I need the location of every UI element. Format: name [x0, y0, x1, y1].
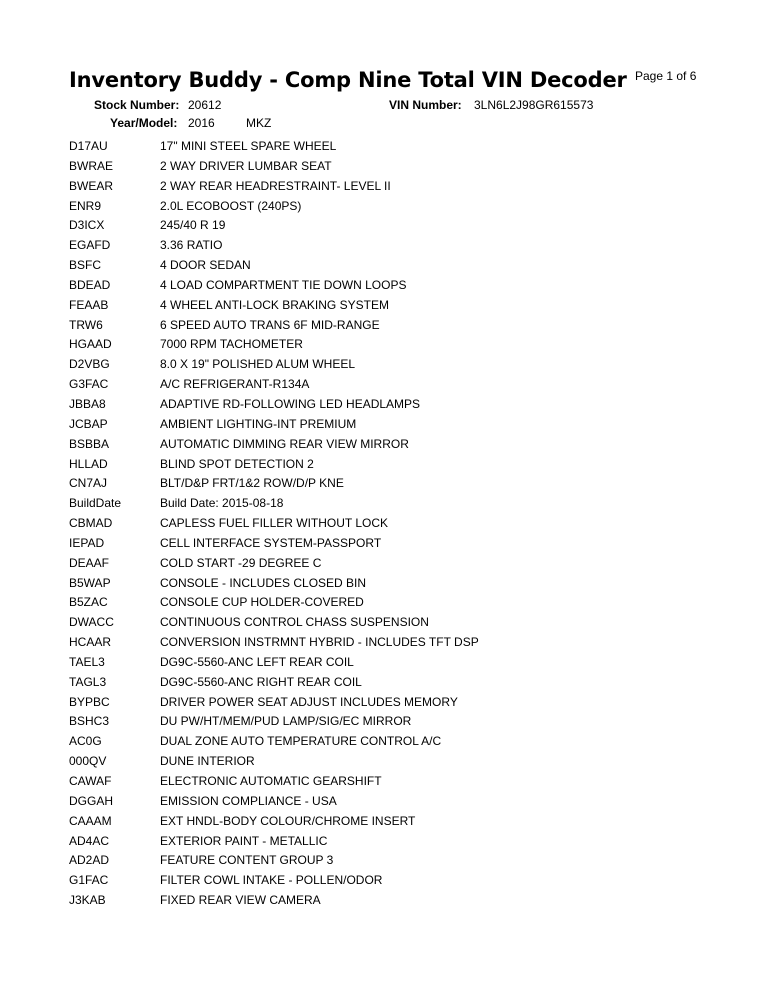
option-code: BSBBA [69, 436, 110, 451]
option-description: 2 WAY DRIVER LUMBAR SEAT [160, 158, 332, 173]
option-description: COLD START -29 DEGREE C [160, 555, 322, 570]
option-code: CAWAF [69, 774, 112, 788]
option-description: FIXED REAR VIEW CAMERA [160, 893, 321, 908]
option-description: CONSOLE CUP HOLDER-COVERED [160, 595, 364, 610]
vin-number-value: 3LN6L2J98GR615573 [474, 98, 594, 112]
option-description: CELL INTERFACE SYSTEM-PASSPORT [160, 535, 382, 550]
option-code: BYPBC [69, 694, 110, 709]
option-description: DUNE INTERIOR [160, 754, 255, 769]
option-code: DEAAF [69, 555, 110, 570]
option-code: BSFC [69, 258, 102, 273]
option-description: BLT/D&P FRT/1&2 ROW/D/P KNE [160, 476, 344, 491]
option-code: D3ICX [69, 218, 105, 233]
option-code: EGAFD [69, 238, 111, 253]
option-code: D2VBG [69, 357, 110, 372]
option-code: BuildDate [69, 496, 122, 511]
year-model-label: Year/Model: [110, 116, 178, 130]
option-description: FILTER COWL INTAKE - POLLEN/ODOR [160, 873, 383, 888]
option-description: A/C REFRIGERANT-R134A [160, 377, 310, 392]
option-code: DGGAH [69, 793, 114, 808]
option-description: 17" MINI STEEL SPARE WHEEL [160, 139, 337, 153]
option-code: TAGL3 [69, 674, 107, 689]
option-code: AC0G [69, 734, 102, 749]
option-code: ENR9 [69, 198, 102, 213]
option-description: 2.0L ECOBOOST (240PS) [160, 198, 302, 213]
option-code: CN7AJ [69, 476, 108, 491]
option-code: HLLAD [69, 456, 108, 471]
option-code: AD2AD [69, 853, 110, 868]
option-description: 8.0 X 19" POLISHED ALUM WHEEL [160, 357, 355, 372]
option-code: B5WAP [69, 575, 111, 590]
model-value: MKZ [246, 116, 272, 130]
year-value: 2016 [188, 116, 215, 130]
option-description: Build Date: 2015-08-18 [160, 496, 284, 511]
option-code: IEPAD [69, 535, 105, 550]
option-code: HCAAR [69, 635, 112, 650]
option-code: HGAAD [69, 337, 112, 352]
option-code: G3FAC [69, 377, 109, 392]
option-code: CAAAM [69, 813, 112, 828]
option-code: BWEAR [69, 178, 114, 193]
option-code: BWRAE [69, 158, 114, 173]
option-description: ELECTRONIC AUTOMATIC GEARSHIFT [160, 774, 382, 788]
document-title: Inventory Buddy - Comp Nine Total VIN Decoder [69, 68, 627, 92]
option-description: CONTINUOUS CONTROL CHASS SUSPENSION [160, 615, 429, 630]
option-code: AD4AC [69, 833, 110, 848]
option-description: 4 DOOR SEDAN [160, 258, 251, 273]
option-description: 2 WAY REAR HEADRESTRAINT- LEVEL II [160, 178, 391, 193]
option-description: DG9C-5560-ANC LEFT REAR COIL [160, 654, 354, 669]
option-description: DU PW/HT/MEM/PUD LAMP/SIG/EC MIRROR [160, 714, 412, 729]
vin-number-label: VIN Number: [389, 98, 462, 112]
stock-number-label: Stock Number: [94, 98, 180, 112]
option-description: DG9C-5560-ANC RIGHT REAR COIL [160, 674, 362, 689]
option-description: 4 LOAD COMPARTMENT TIE DOWN LOOPS [160, 277, 407, 292]
page-number: Page 1 of 6 [635, 69, 697, 83]
option-description: 7000 RPM TACHOMETER [160, 337, 303, 352]
option-code: TAEL3 [69, 654, 105, 669]
option-code: DWACC [69, 615, 114, 630]
option-description: 4 WHEEL ANTI-LOCK BRAKING SYSTEM [160, 297, 389, 312]
option-description: CONSOLE - INCLUDES CLOSED BIN [160, 575, 367, 590]
option-code: B5ZAC [69, 595, 108, 610]
option-description: AMBIENT LIGHTING-INT PREMIUM [160, 416, 357, 431]
option-code: D17AU [69, 139, 108, 153]
option-description: AUTOMATIC DIMMING REAR VIEW MIRROR [160, 436, 409, 451]
option-code: CBMAD [69, 516, 113, 531]
option-description: FEATURE CONTENT GROUP 3 [160, 853, 334, 868]
option-code: 000QV [69, 754, 107, 769]
option-description: 6 SPEED AUTO TRANS 6F MID-RANGE [160, 317, 380, 332]
option-description: EMISSION COMPLIANCE - USA [160, 793, 337, 808]
stock-number-value: 20612 [188, 98, 222, 112]
option-code: BDEAD [69, 277, 111, 292]
option-code: TRW6 [69, 317, 103, 332]
option-code: J3KAB [69, 893, 106, 908]
option-description: BLIND SPOT DETECTION 2 [160, 456, 314, 471]
option-description: DUAL ZONE AUTO TEMPERATURE CONTROL A/C [160, 734, 442, 749]
option-description: 3.36 RATIO [160, 238, 223, 253]
option-description: ADAPTIVE RD-FOLLOWING LED HEADLAMPS [160, 396, 421, 411]
option-code: JCBAP [69, 416, 108, 431]
option-code: FEAAB [69, 297, 109, 312]
option-code: BSHC3 [69, 714, 110, 729]
option-code: JBBA8 [69, 396, 106, 411]
option-description: 245/40 R 19 [160, 218, 226, 233]
option-description: CONVERSION INSTRMNT HYBRID - INCLUDES TFT DSP [160, 635, 479, 650]
option-description: EXT HNDL-BODY COLOUR/CHROME INSERT [160, 813, 416, 828]
option-code: G1FAC [69, 873, 109, 888]
option-description: EXTERIOR PAINT - METALLIC [160, 833, 328, 848]
option-description: DRIVER POWER SEAT ADJUST INCLUDES MEMORY [160, 694, 458, 709]
option-description: CAPLESS FUEL FILLER WITHOUT LOCK [160, 516, 389, 531]
